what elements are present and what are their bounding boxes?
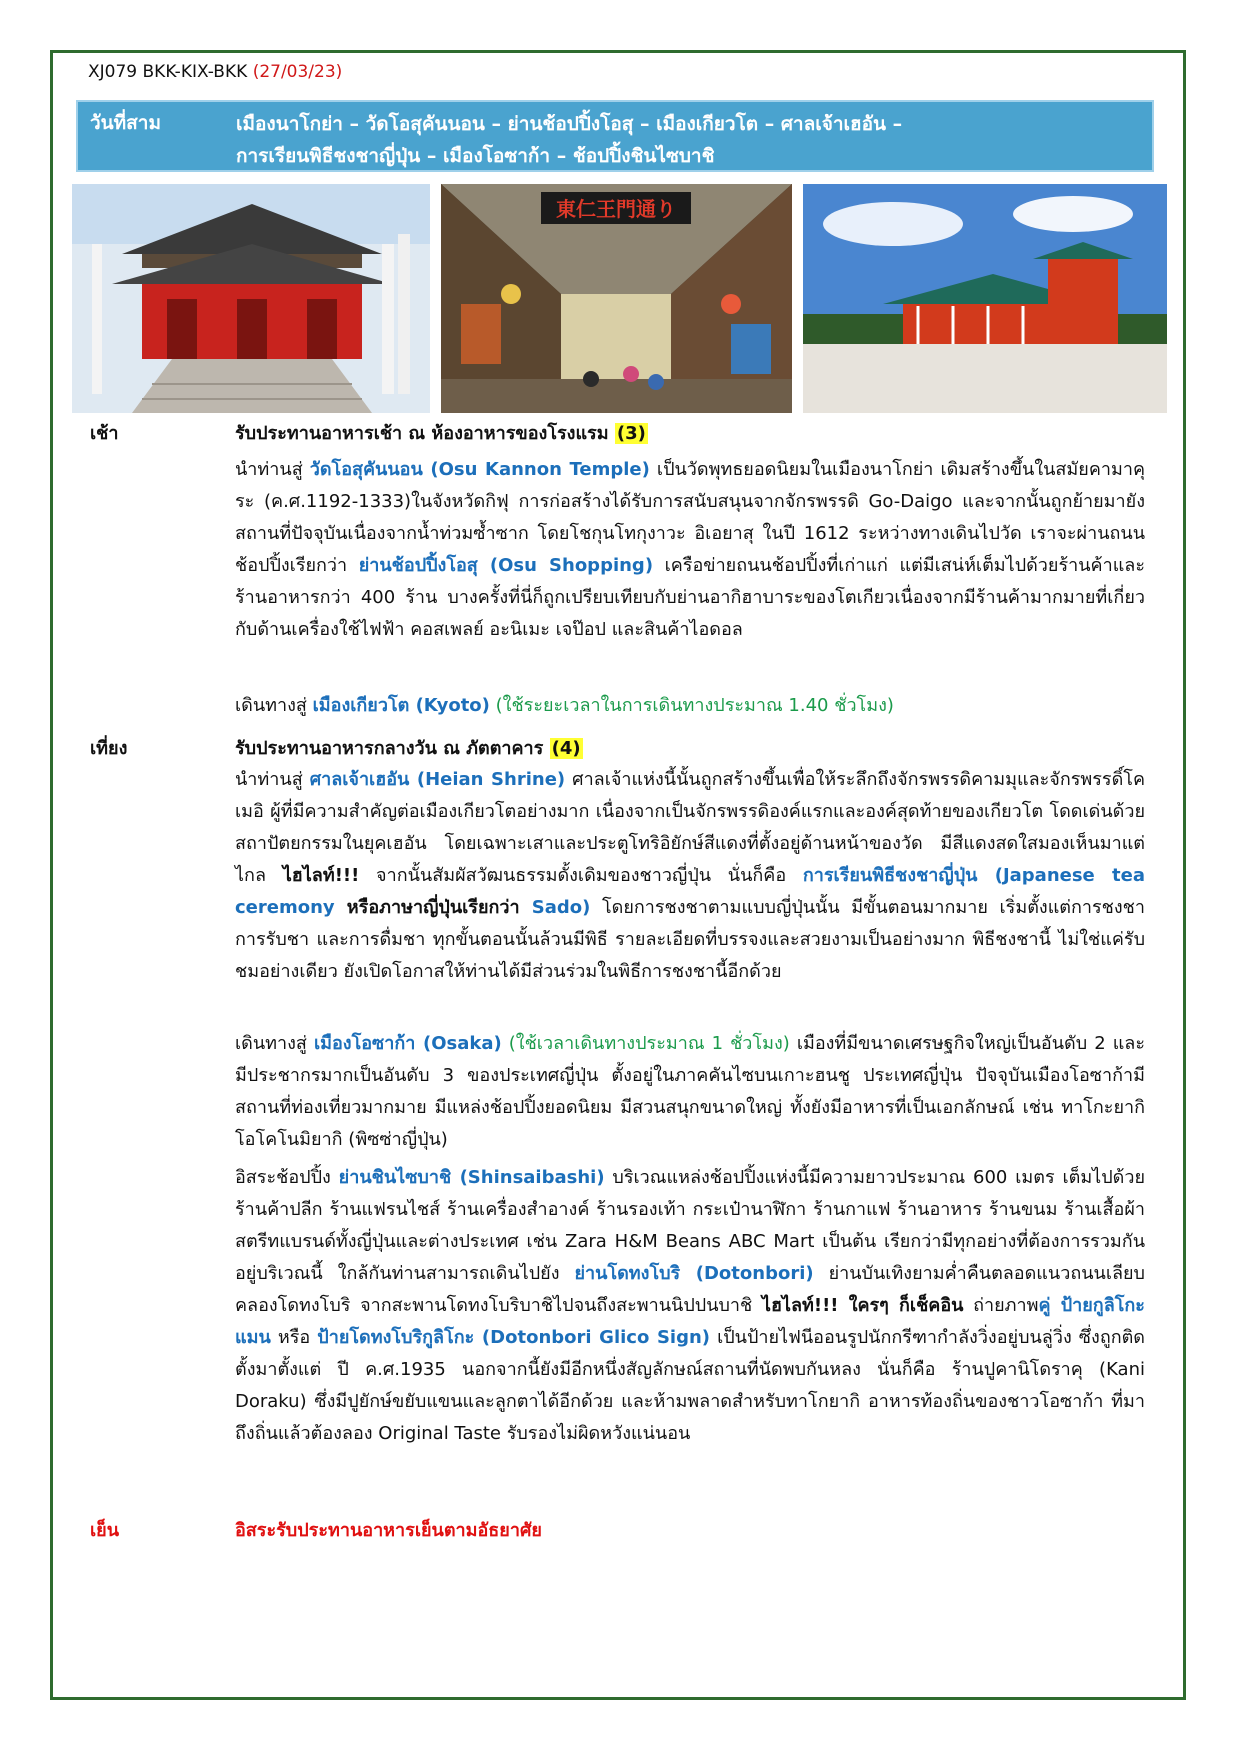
osu-text-a: นำท่านสู่ bbox=[235, 459, 310, 480]
lunch-desc: รับประทานอาหารกลางวัน ณ ภัตตาคาร bbox=[235, 738, 544, 759]
osaka-text-a: เดินทางสู่ bbox=[235, 1033, 314, 1054]
photo-heian-shrine bbox=[803, 184, 1167, 413]
shin-text-d: ถ่ายภาพ bbox=[963, 1295, 1039, 1316]
tea-ceremony-name: การเรียนพิธีชงชาญี่ปุ่น (Japanese tea ceremony bbox=[235, 865, 1145, 918]
day-route-line2: การเรียนพิธีชงชาญี่ปุ่น – เมืองโอซาก้า – ช้อปปิ้งชินไซบาชิ bbox=[236, 145, 715, 167]
day-route bbox=[236, 108, 1138, 172]
photo-osu-kannon-image bbox=[72, 184, 430, 413]
shin-text-a: อิสระช้อปปิ้ง bbox=[235, 1167, 339, 1188]
tea-ceremony-note: หรือภาษาญี่ปุ่นเรียกว่า bbox=[334, 897, 520, 918]
tour-code-text: XJ079 BKK-KIX-BKK bbox=[88, 62, 248, 82]
shin-text-b: บริเวณแหล่งช้อปปิ้งแห่งนี้มีความยาวประมาณ 600 เมตร เต็มไปด้วยร้านค้าปลีก ร้านแฟรนไชส์ ร้านเครื่องสำอางค์ ร้านรองเท้า กระเป๋านาฬิกา ร้านกาแฟ ร้านอาหาร ร้านขนม ร้านเสื้อผ้าสตรีทแบรนด์ทั้งญี่ปุ่นและต่างประเทศ เช่น Zara H&M Beans ABC Mart เป็นต้น เรียกว่ามีทุกอย่างที่ต้องการรวมกันอยู่บริเวณนี้ ใกล้กันท่านสามารถเดินไปยัง bbox=[235, 1167, 1146, 1284]
breakfast-desc: รับประทานอาหารเช้า ณ ห้องอาหารของโรงแรม bbox=[235, 423, 609, 444]
breakfast-text bbox=[235, 418, 648, 447]
tour-code bbox=[88, 62, 342, 82]
heian-text-a: นำท่านสู่ bbox=[235, 769, 310, 790]
kyoto-text-a: เดินทางสู่ bbox=[235, 695, 313, 716]
day-header bbox=[76, 100, 1154, 172]
photo-osu-shopping-image bbox=[441, 184, 792, 413]
lunch-label: เที่ยง bbox=[90, 738, 128, 759]
shin-text-e: หรือ bbox=[270, 1327, 318, 1348]
heian-paragraph bbox=[235, 764, 1145, 988]
heian-shrine-name: ศาลเจ้าเฮอัน (Heian Shrine) bbox=[309, 769, 566, 790]
arcade-sign-text: 東仁王門通り bbox=[556, 197, 676, 221]
photo-heian-shrine-image bbox=[803, 184, 1167, 413]
dinner-label: เย็น bbox=[90, 1520, 120, 1541]
sado-name: Sado) bbox=[519, 897, 591, 918]
breakfast-label: เช้า bbox=[90, 423, 119, 444]
shin-highlight: ไฮไลท์!!! ใครๆ ก็เช็คอิน bbox=[761, 1295, 964, 1316]
kyoto-travel-time: (ใช้ระยะเวลาในการเดินทางประมาณ 1.40 ชั่วโมง) bbox=[489, 695, 894, 716]
day-label: วันที่สาม bbox=[90, 112, 161, 134]
osaka-paragraph bbox=[235, 1028, 1145, 1156]
shinsaibashi-paragraph bbox=[235, 1162, 1145, 1450]
tour-date: (27/03/23) bbox=[252, 62, 343, 82]
shin-text-f: เป็นป้ายไฟนีออนรูปนักกรีฑากำลังวิ่งอยู่บนลู่วิ่ง ซึ่งถูกติดตั้งมาตั้งแต่ ปี ค.ศ.1935 นอกจากนี้ยังมีอีกหนึ่งสัญลักษณ์สถานที่นัดพบกันหลง นั่นก็คือ ร้านปูคานิโดราคุ (Kani Doraku) ซึ่งมีปูยักษ์ขยับแขนและลูกตาได้อีกด้วย และห้ามพลาดสำหรับทาโกยากิ อาหารท้องถิ่นของชาวโอซาก้า ที่มาถึงถิ่นแล้วต้องลอง Original Taste รับรองไม่ผิดหวังแน่นอน bbox=[235, 1327, 1145, 1444]
heian-text-c: จากนั้นสัมผัสวัฒนธรรมดั้งเดิมของชาวญี่ปุ่น นั่นก็คือ bbox=[359, 865, 803, 886]
kyoto-transfer bbox=[235, 690, 1145, 722]
photo-osu-shopping bbox=[441, 184, 792, 413]
heian-text-b: ศาลเจ้าแห่งนี้นั้นถูกสร้างขึ้นเพื่อให้ระลึกถึงจักรพรรดิคามมุและจักรพรรดิ์โคเมอิ ผู้ที่มีความสำคัญต่อเมืองเกียวโตอย่างมาก เนื่องจากเป็นจักรพรรดิองค์แรกและองค์สุดท้ายของเกียวโต โดดเด่นด้วยสถาปัตยกรรมในยุคเฮอัน โดยเฉพาะเสาและประตูโทริอิยักษ์สีแดงที่ตั้งอยู่ด้านหน้าของวัด มีสีแดงสดใสมองเห็นมาแต่ไกล bbox=[235, 769, 1145, 886]
lunch-text bbox=[235, 733, 583, 762]
osaka-text-b: เมืองที่มีขนาดเศรษฐกิจใหญ่เป็นอันดับ 2 และมีประชากรมากเป็นอันดับ 3 ของประเทศญี่ปุ่น ตั้งอยู่ในภาคคันไซบนเกาะฮนชู ประเทศญี่ปุ่น ปัจจุบันเมืองโอซาก้ามีสถานที่ท่องเที่ยวมากมาย มีแหล่งช้อปปิ้งยอดนิยม มีสวนสนุกขนาดใหญ่ ทั้งยังมีอาหารที่เป็นเอกลักษณ์ เช่น ทาโกะยากิ โอโคโนมิยากิ (พิซซ่าญี่ปุ่น) bbox=[235, 1033, 1146, 1150]
glico-man-sign: คู่ ป้ายกูลิโกะแมน bbox=[235, 1295, 1145, 1348]
osaka-travel-time: (ใช้เวลาเดินทางประมาณ 1 ชั่วโมง) bbox=[501, 1033, 790, 1054]
heian-text-d: โดยการชงชาตามแบบญี่ปุ่นนั้น มีขั้นตอนมากมาย เริ่มตั้งแต่การชงชา การรับชา และการดื่มชา ทุกขั้นตอนนั้นล้วนมีพิธี รายละเอียดที่บรรจงและสวยงามเป็นอย่างมาก พิธีชงชานี้ ไม่ใช่แค่รับชมอย่างเดียว ยังเปิดโอกาสให้ท่านได้มีส่วนร่วมในพิธีการชงชานี้อีกด้วย bbox=[235, 897, 1145, 982]
osaka-city-name: เมืองโอซาก้า (Osaka) bbox=[313, 1033, 502, 1054]
glico-sign-name: ป้ายโดทงโบริกูลิโกะ (Dotonbori Glico Sign) bbox=[317, 1327, 711, 1348]
photo-osu-kannon bbox=[72, 184, 430, 413]
day-route-line1: เมืองนาโกย่า – วัดโอสุคันนอน – ย่านช้อปปิ้งโอสุ – เมืองเกียวโต – ศาลเจ้าเฮอัน – bbox=[236, 113, 903, 135]
dinner-text: อิสระรับประทานอาหารเย็นตามอัธยาศัย bbox=[235, 1520, 542, 1541]
breakfast-meal-number: (3) bbox=[616, 423, 646, 444]
dotonbori-name: ย่านโดทงโบริ (Dotonbori) bbox=[574, 1263, 814, 1284]
kyoto-city-name: เมืองเกียวโต (Kyoto) bbox=[312, 695, 490, 716]
shin-text-c: ย่านบันเทิงยามค่ำคืนตลอดแนวถนนเลียบคลองโดทงโบริ จากสะพานโดทงโบริบาชิไปจนถึงสะพานนิปปนบาชิ bbox=[235, 1263, 1145, 1316]
osu-shopping-name: ย่านช้อปปิ้งโอสุ (Osu Shopping) bbox=[358, 555, 654, 576]
osu-paragraph bbox=[235, 454, 1145, 646]
osu-kannon-name: วัดโอสุคันนอน (Osu Kannon Temple) bbox=[309, 459, 650, 480]
shinsaibashi-name: ย่านชินไซบาชิ (Shinsaibashi) bbox=[338, 1167, 605, 1188]
osu-text-b: เป็นวัดพุทธยอดนิยมในเมืองนาโกย่า เดิมสร้างขึ้นในสมัยคามาคุระ (ค.ศ.1192-1333)ในจังหวัดกิฟุ การก่อสร้างได้รับการสนับสนุนจากจักรพรรดิ Go-Daigo และจากนั้นถูกย้ายมายังสถานที่ปัจจุบันเนื่องจากน้ำท่วมซ้ำซาก โดยโชกุนโทกุงาวะ อิเอยาสุ ในปี 1612 ระหว่างทางเดินไปวัด เราจะผ่านถนนช้อปปิ้งเรียกว่า bbox=[235, 459, 1145, 576]
lunch-meal-number: (4) bbox=[551, 738, 581, 759]
heian-highlight: ไฮไลท์!!! bbox=[282, 865, 360, 886]
osu-text-c: เครือข่ายถนนช้อปปิ้งที่เก่าแก่ แต่มีเสน่ห์เต็มไปด้วยร้านค้าและร้านอาหารกว่า 400 ร้าน บางครั้งที่นี่ก็ถูกเปรียบเทียบกับย่านอากิฮาบาระของโตเกียวเนื่องจากมีร้านค้ามากมายที่เกี่ยวกับด้านเครื่องใช้ไฟฟ้า คอสเพลย์ อะนิเมะ เจป๊อป และสินค้าไอดอล bbox=[235, 555, 1145, 640]
